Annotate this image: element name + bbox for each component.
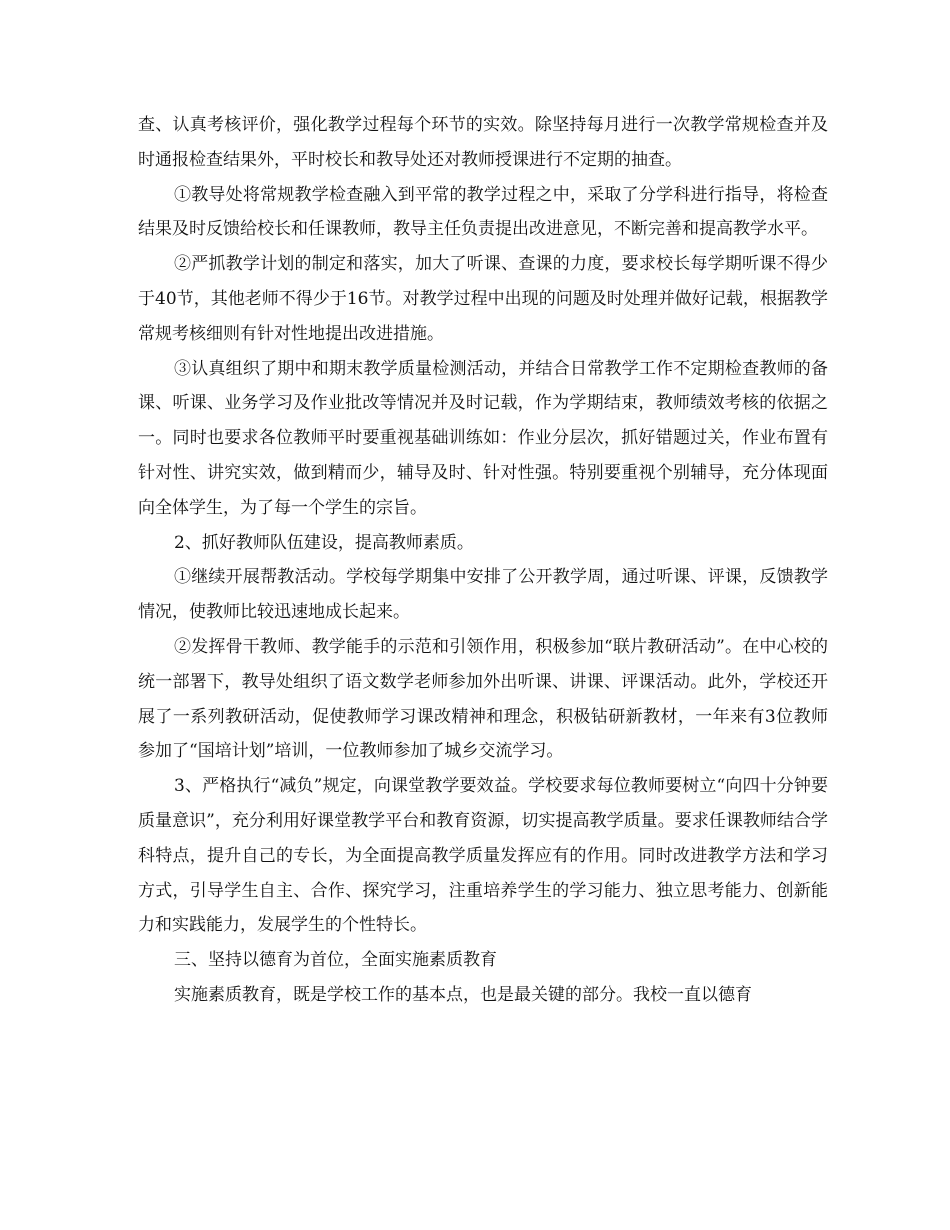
paragraph-moral-education: 实施素质教育，既是学校工作的基本点，也是最关键的部分。我校一直以德育 [174, 984, 752, 1005]
paragraph-item-2-1: ①继续开展帮教活动。学校每学期集中安排了公开教学周，通过听课、评课，反馈教学情况，使教师比较迅速地成长起来。 [138, 567, 828, 623]
section-heading-2: 2、抓好教师队伍建设，提高教师素质。 [174, 532, 474, 553]
paragraph-section-3: 3、严格执行“减负”规定，向课堂教学要效益。学校要求每位教师要树立“向四十分钟要质量意识”，充分利用好课堂教学平台和教育资源，切实提高教学质量。要求任课教师结合学科特点，提升自己的专长，为全面提高教学质量发挥应有的作用。同时改进教学方法和学习方式，引导学生自主、合作、探究学习，注重培养学生的学习能力、独立思考能力、创新能力和实践能力，发展学生的个性特长。 [138, 776, 828, 936]
section-heading-three: 三、坚持以德育为首位，全面实施素质教育 [174, 950, 497, 971]
paragraph-item-1-1: ①教导处将常规教学检查融入到平常的教学过程之中，采取了分学科进行指导，将检查结果及时反馈给校长和任课教师，教导主任负责提出改进意见，不断完善和提高教学水平。 [138, 184, 828, 240]
paragraph-item-1-2: ②严抓教学计划的制定和落实，加大了听课、查课的力度，要求校长每学期听课不得少于40节，其他老师不得少于16节。对教学过程中出现的问题及时处理并做好记载，根据教学常规考核细则有针对性地提出改进措施。 [138, 254, 828, 344]
paragraph-item-1-3: ③认真组织了期中和期末教学质量检测活动，并结合日常教学工作不定期检查教师的备课、听课、业务学习及作业批改等情况并及时记载，作为学期结束，教师绩效考核的依据之一。同时也要求各位教师平时要重视基础训练如：作业分层次，抓好错题过关，作业布置有针对性、讲究实效，做到精而少，辅导及时、针对性强。特别要重视个别辅导，充分体现面向全体学生，为了每一个学生的宗旨。 [138, 358, 828, 518]
paragraph-continuation: 查、认真考核评价，强化教学过程每个环节的实效。除坚持每月进行一次教学常规检查并及时通报检查结果外，平时校长和教导处还对教师授课进行不定期的抽查。 [138, 115, 828, 170]
document-body [138, 108, 828, 1013]
paragraph-item-2-2: ②发挥骨干教师、教学能手的示范和引领作用，积极参加“联片教研活动”。在中心校的统一部署下，教导处组织了语文数学老师参加外出听课、讲课、评课活动。此外，学校还开展了一系列教研活动，促使教师学习课改精神和理念，积极钻研新教材，一年来有3位教师参加了“国培计划”培训，一位教师参加了城乡交流学习。 [138, 636, 828, 762]
